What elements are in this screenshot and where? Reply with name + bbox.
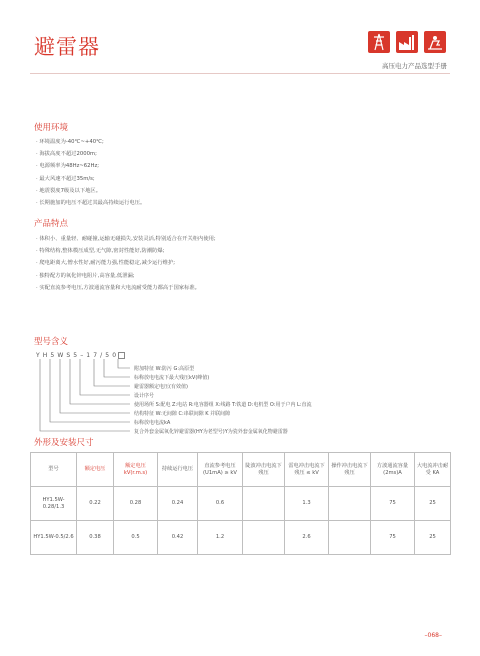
- column-header: 操作冲击电流下残压: [329, 453, 371, 487]
- column-header: 持续运行电压: [158, 453, 198, 487]
- table-cell: HY1.5W-0.5/2.6: [31, 521, 77, 555]
- table-cell: 0.22: [77, 487, 114, 521]
- model-label: 使用场所 S:配电 Z:电站 R:电容器组 X:线路 T:铁道 D:电机型 O:用于户内 L:直流: [134, 402, 312, 408]
- model-label: 标称放电电流下最大残压kV(峰值): [134, 375, 210, 381]
- table-row: [31, 487, 451, 521]
- list-item: · 特殊结构,整体模压成型,无气隙,密封性能好,防潮防爆;: [36, 245, 216, 257]
- list-item: · 最大风速不超过35m/s;: [36, 173, 145, 185]
- table-cell: 75: [371, 487, 415, 521]
- table-cell: 25: [415, 487, 451, 521]
- list-item: · 实配直流参考电压,方波通流容量和大电流耐受能力都高于国家标准。: [36, 282, 216, 294]
- table-cell: HY1.5W-0.28/1.3: [31, 487, 77, 521]
- column-header: 直流参考电压 (U1mA) ≥ kV: [198, 453, 243, 487]
- list-item: · 爬电距离大,憎水性好,耐污能力强,性能稳定,减少运行维护;: [36, 257, 216, 269]
- list-item: · 地震裂度7级及以下地区。: [36, 185, 145, 197]
- table-cell: [243, 521, 285, 555]
- model-label: 附加特征 W:防污 G:高原型: [134, 366, 195, 372]
- model-label: 标称放电电流kA: [134, 420, 171, 426]
- section-heading-dims: 外形及安装尺寸: [34, 438, 94, 448]
- table-cell: 0.42: [158, 521, 198, 555]
- column-header: 额定电压 kV(r.m.s): [114, 453, 158, 487]
- list-item: · 体积小、重量轻、耐碰撞,运输无碰损失,安装灵活,特别适合在开关柜内使用;: [36, 233, 216, 245]
- spec-table: [30, 452, 451, 555]
- list-item: · 长期施加的电压不超过其最高持续运行电压。: [36, 197, 145, 209]
- section-heading-model: 型号含义: [34, 337, 69, 347]
- table-cell: 1.2: [198, 521, 243, 555]
- model-label: 复合外套金属氧化锌避雷器(HY为老型号)Y为瓷外套金属氧化物避雷器: [134, 429, 288, 435]
- column-header: 雷电冲击电流下残压 ≤ kV: [285, 453, 329, 487]
- table-cell: 0.6: [198, 487, 243, 521]
- model-label: 设计序号: [134, 393, 155, 399]
- table-cell: 2.6: [285, 521, 329, 555]
- table-cell: 1.3: [285, 487, 329, 521]
- table-cell: 0.5: [114, 521, 158, 555]
- page-title: 避雷器: [34, 35, 100, 59]
- column-header: 额定电压: [77, 453, 114, 487]
- table-cell: 25: [415, 521, 451, 555]
- section-heading-env: 使用环境: [34, 123, 69, 133]
- column-header: 陡波冲击电流下残压: [243, 453, 285, 487]
- column-header: 大电流冲击耐受 KA: [415, 453, 451, 487]
- list-item: · 海拔高度不超过2000m;: [36, 148, 145, 160]
- table-cell: [329, 521, 371, 555]
- table-cell: 0.38: [77, 521, 114, 555]
- column-header: 型号: [31, 453, 77, 487]
- list-item: · 电源频率为48Hz~62Hz;: [36, 160, 145, 172]
- page-number: –068–: [424, 632, 442, 639]
- table-cell: 0.24: [158, 487, 198, 521]
- model-label: 结构特征 W:无间隙 C:串联间隙 K 并联间隙: [134, 411, 231, 417]
- table-cell: 75: [371, 521, 415, 555]
- model-label: 避雷器额定电压(有效值): [134, 384, 188, 390]
- section-heading-features: 产品特点: [34, 219, 69, 229]
- table-row: [31, 521, 451, 555]
- table-cell: [243, 487, 285, 521]
- handbook-subtitle: 高压电力产品选型手册: [382, 62, 447, 70]
- column-header: 方波通流容量 (2ms)A: [371, 453, 415, 487]
- table-header-row: [31, 453, 451, 487]
- model-code-text: Y H 5 W S 5 – 1 7 / 5 0: [36, 352, 117, 359]
- list-item: · 独特配方的氧化锌电阻片,高容量,低泄漏;: [36, 270, 216, 282]
- table-cell: 0.28: [114, 487, 158, 521]
- table-cell: [329, 487, 371, 521]
- list-item: · 环境温度为-40℃~+40℃;: [36, 136, 145, 148]
